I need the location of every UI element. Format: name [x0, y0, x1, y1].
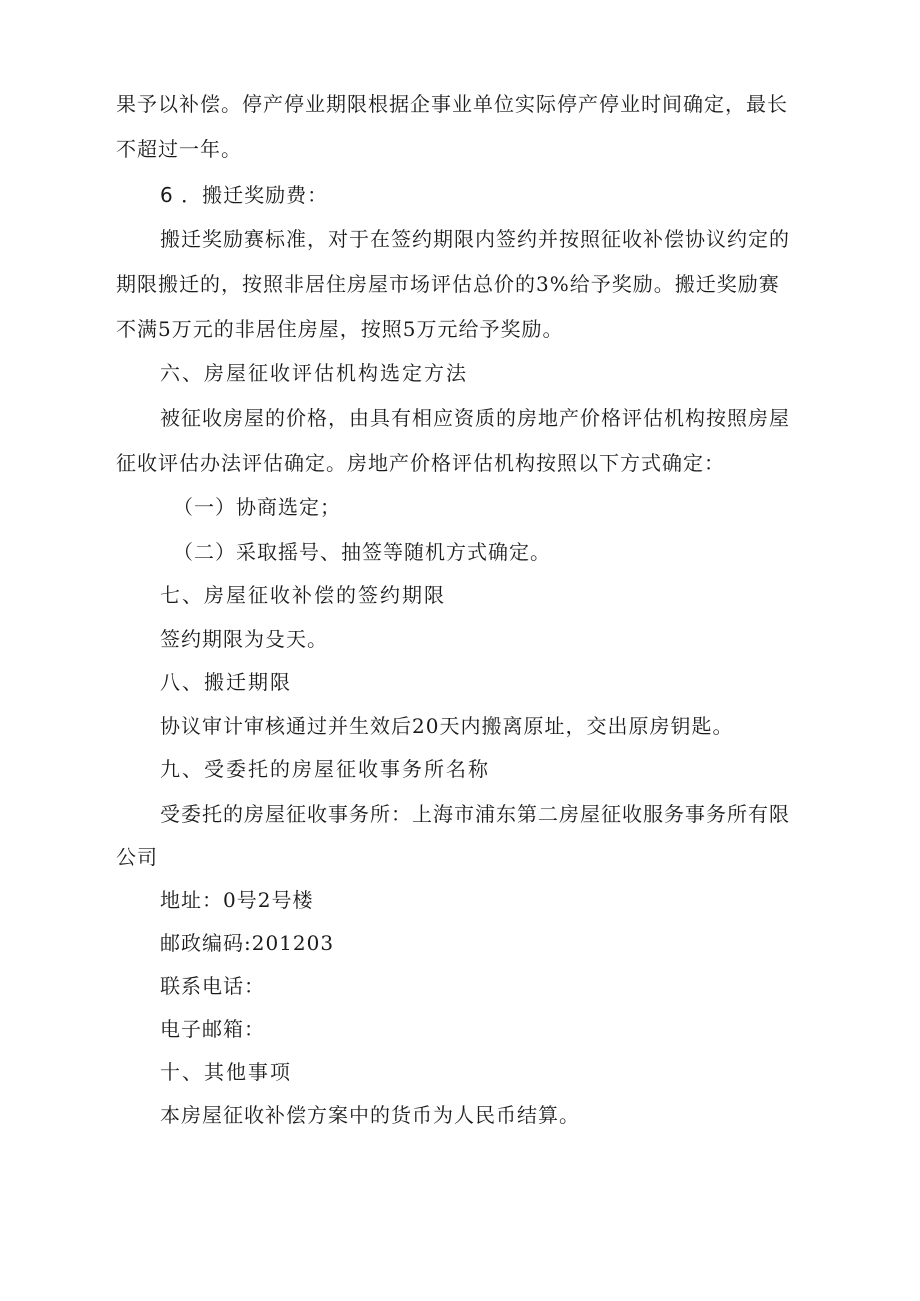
- paragraph-line: 签约期限为殳天。: [160, 627, 328, 651]
- paragraph-line: 本房屋征收补偿方案中的货币为人民币结算。: [160, 1103, 580, 1127]
- paragraph-line: 期限搬迁的，按照非居住房屋市场评估总价的3%给予奖励。搬迁奖励赛: [116, 272, 780, 296]
- paragraph-line: 搬迁奖励赛标准，对于在签约期限内签约并按照征收补偿协议约定的: [160, 227, 790, 251]
- paragraph-line: 受委托的房屋征收事务所：上海市浦东第二房屋征收服务事务所有限: [160, 802, 790, 826]
- postcode-line: 邮政编码:201203: [160, 931, 335, 955]
- section-6-heading: 六、房屋征收评估机构选定方法: [160, 361, 468, 385]
- item-6-title: 6 ．搬迁奖励费：: [160, 183, 329, 207]
- list-item: （一）协商选定；: [173, 495, 341, 519]
- section-7-heading: 七、房屋征收补偿的签约期限: [160, 583, 446, 607]
- section-9-heading: 九、受委托的房屋征收事务所名称: [160, 757, 490, 781]
- paragraph-line: 不满5万元的非居住房屋，按照5万元给予奖励。: [116, 317, 564, 341]
- paragraph-line: 公司: [116, 845, 158, 869]
- paragraph-line: 协议审计审核通过并生效后20天内搬离原址，交出原房钥匙。: [160, 714, 734, 738]
- paragraph-line: 不超过一年。: [116, 137, 242, 161]
- paragraph-line: 征收评估办法评估确定。房地产价格评估机构按照以下方式确定：: [116, 451, 725, 475]
- paragraph-line: 果予以补偿。停产停业期限根据企事业单位实际停产停业时间确定，最长: [116, 92, 788, 116]
- paragraph-line: 被征收房屋的价格，由具有相应资质的房地产价格评估机构按照房屋: [160, 406, 790, 430]
- email-line: 电子邮箱：: [160, 1017, 265, 1041]
- list-item: （二）采取摇号、抽签等随机方式确定。: [173, 540, 551, 564]
- phone-line: 联系电话：: [160, 974, 265, 998]
- section-8-heading: 八、搬迁期限: [160, 670, 292, 694]
- address-line: 地址：0号2号楼: [160, 888, 314, 912]
- section-10-heading: 十、其他事项: [160, 1060, 292, 1084]
